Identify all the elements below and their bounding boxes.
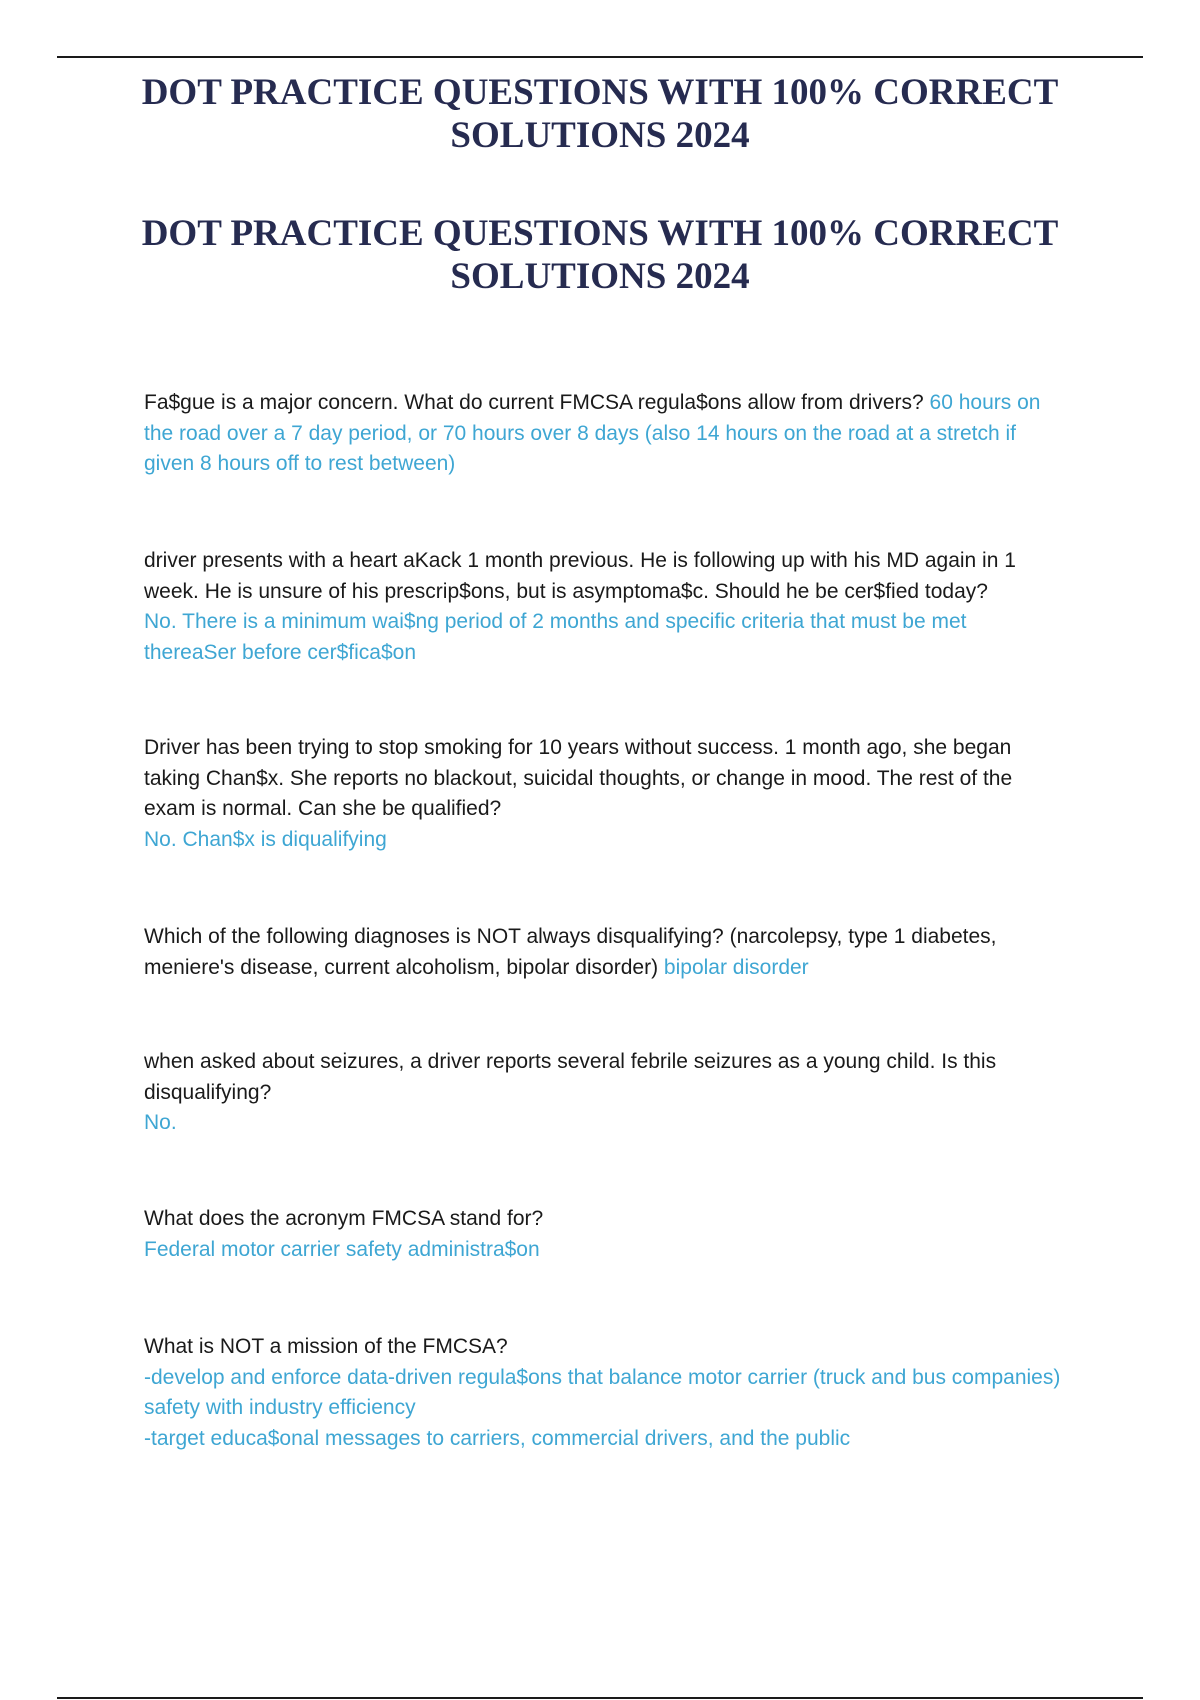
qa-item-7 — [144, 1332, 1064, 1454]
document-title-repeat — [100, 212, 1100, 298]
question-text: when asked about seizures, a driver reports several febrile seizures as a young child. Is this disqualifying? — [144, 1050, 997, 1104]
document-title — [100, 71, 1100, 157]
answer-text: No. There is a minimum wai$ng period of 2 months and specific criteria that must be met thereaSer before cer$fica$on — [144, 610, 967, 664]
title-repeat-line-1: DOT PRACTICE QUESTIONS WITH 100% CORRECT — [141, 213, 1059, 254]
qa-item-6 — [144, 1204, 1064, 1265]
question-text: Driver has been trying to stop smoking for 10 years without success. 1 month ago, she began taking Chan$x. She reports no blackout, suicidal thoughts, or change in mood. The rest of the exam is normal. Can she be qualified? — [144, 736, 1013, 820]
title-repeat-line-2: SOLUTIONS 2024 — [450, 256, 750, 297]
top-rule — [57, 56, 1143, 58]
answer-text: 60 hours on the road over a 7 day period, or 70 hours over 8 days (also 14 hours on the road at a stretch if given 8 hours off to rest between) — [144, 391, 1041, 475]
answer-text: Federal motor carrier safety administra$on — [144, 1237, 540, 1261]
question-text: What does the acronym FMCSA stand for? — [144, 1207, 544, 1230]
qa-item-3 — [144, 733, 1064, 855]
answer-text: bipolar disorder — [663, 955, 809, 979]
answer-text-2: -target educa$onal messages to carriers, commercial drivers, and the public — [144, 1426, 851, 1450]
qa-item-2 — [144, 546, 1064, 668]
question-text: What is NOT a mission of the FMCSA? — [144, 1335, 508, 1358]
answer-text: No. Chan$x is diqualifying — [144, 827, 387, 851]
qa-item-4 — [144, 922, 1064, 983]
answer-text-1: -develop and enforce data-driven regula$ons that balance motor carrier (truck and bus companies) safety with industry efficiency — [144, 1365, 1061, 1419]
title-line-2: SOLUTIONS 2024 — [450, 115, 750, 156]
question-text: Fa$gue is a major concern. What do current FMCSA regula$ons allow from drivers? — [144, 391, 924, 414]
qa-item-1 — [144, 388, 1064, 480]
question-text: driver presents with a heart aKack 1 month previous. He is following up with his MD again in 1 week. He is unsure of his prescrip$ons, but is asymptoma$c. Should he be cer$fied today? — [144, 549, 1016, 603]
title-line-1: DOT PRACTICE QUESTIONS WITH 100% CORRECT — [141, 72, 1059, 113]
question-text: Which of the following diagnoses is NOT always disqualifying? (narcolepsy, type 1 diabetes, meniere's disease, current alcoholism, bipolar disorder) — [144, 925, 997, 979]
answer-text: No. — [144, 1111, 177, 1134]
bottom-rule — [57, 1697, 1143, 1699]
qa-item-5 — [144, 1047, 1064, 1139]
